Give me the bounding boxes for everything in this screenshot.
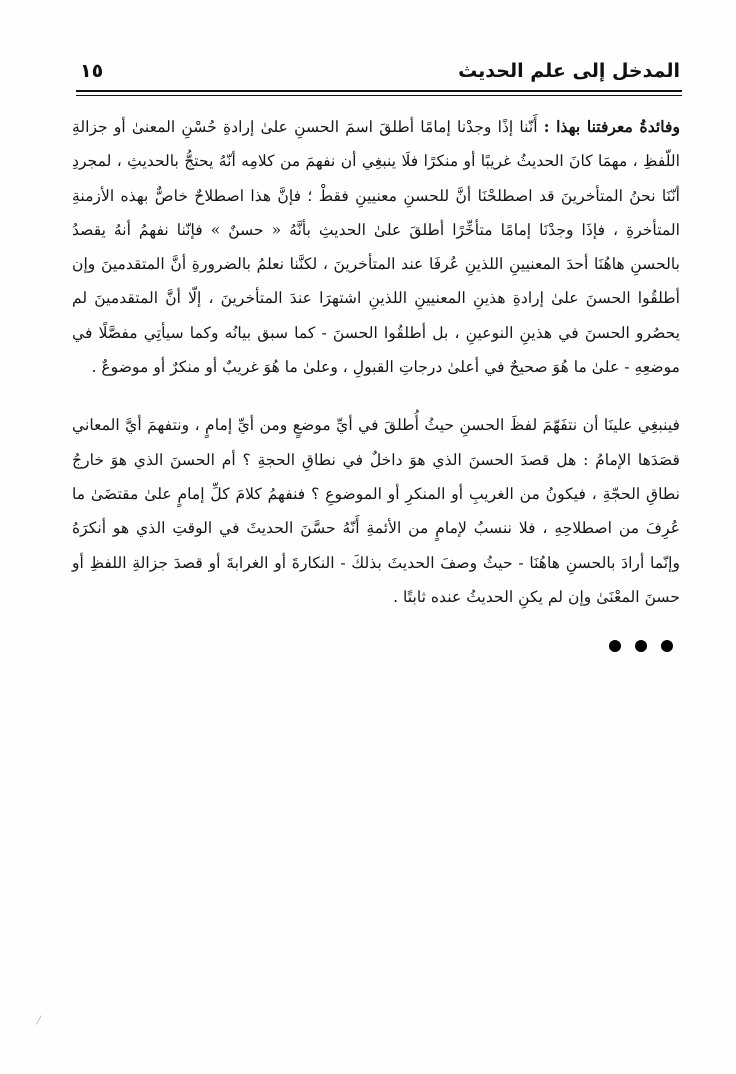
page-number: ١٥: [80, 60, 104, 82]
ornament-dot: [635, 640, 647, 652]
paragraph-2: [72, 408, 680, 614]
running-title: المدخل إلى علم الحديث: [458, 60, 680, 82]
paragraph-1-text: أَنّنا إذًا وجدْنا إمامًا أطلقَ اسمَ الحسنِ علىٰ إرادةِ حُسْنِ المعنىٰ أو جزالةِ اللّفظِ ، مهمَا كانَ الحديثُ غريبًا أو منكرًا فلَا ينبغِي أن نفهمَ من كلامِه أنّهُ يحتجُّ بالحديثِ ، لمجردِ أنّنَا نحنُ المتأخرينَ قد اصطلحْنَا أنَّ للحسنِ معنيينِ فقطْ ؛ فإنَّ هذا اصطلاحٌ خاصٌّ بهذه الأزمنةِ المتأخرةِ ، فإذَا وجدْنَا إمامًا متأخِّرًا أطلقَ علىٰ الحديثِ بأنَّهُ « حسنٌ » فإنّنا نفهمُ أنهُ يقصدُ بالحسنِ هاهُنَا أحدَ المعنيينِ اللذينِ عُرفَا عند المتأخرينَ ، لكنَّنا نعلمُ بالضرورةِ أنَّ المتقدمينَ وإن أطلقُوا الحسنَ علىٰ إرادةِ هذينِ المعنيينِ اللذينِ اشتهرَا عندَ المتأخرينَ ، إلّا أنَّ المتقدمينَ لم يحصُرو الحسنَ في هذينِ النوعينِ ، بل أطلقُوا الحسنَ - كما سبق بيانُه وكما سيأتِي مفصَّلًا في موضعِهِ - علىٰ ما هُوَ صحيحٌ في أعلىٰ درجاتِ القبولِ ، وعلىٰ ما هُوَ غريبٌ أو منكرٌ أو موضوعٌ .: [72, 118, 680, 377]
ornament-dot: [609, 640, 621, 652]
header-rule-thin: [76, 95, 682, 96]
header-rule-thick: [76, 90, 682, 92]
paragraph-1-lead: وفائدةُ معرفتنا بهذا :: [543, 117, 680, 136]
scan-speck: [36, 1015, 45, 1026]
page-header: [80, 58, 680, 90]
page-body: [72, 110, 680, 658]
paragraph-2-text: فينبغِي علينَا أن نتفَهّمَ لفظَ الحسنِ حيثُ أُطلقَ في أيِّ موضعٍ ومن أيِّ إمامٍ ، ونتفهمَ أيَّ المعاني قصَدَها الإمامُ : هل قصدَ الحسنَ الذي هوَ داخلٌ في نطاقِ الحجةِ ؟ أم الحسنَ الذي هوَ خارجُ نطاقِ الحجّةِ ، فيكونُ من الغريبِ أو المنكرِ أو الموضوعِ ؟ فنفهمُ كلامَ كلِّ إمامٍ علىٰ مقتضَىٰ ما عُرِفَ من اصطلاحِهِ ، فلا ننسبُ لإمامٍ من الأئمةِ أَنّهُ حسَّنَ الحديثَ في الوقتِ الذي هو أنكرَهُ وإنّما أرادَ بالحسنِ هاهُنَا - حيثُ وصفَ الحديثَ بذلكَ - النكارةَ أو الغرابةَ أو قصدَ جزالةِ اللفظِ أو حسنَ المعْنَىٰ وإن لم يكنِ الحديثُ عنده ثابتًا .: [72, 416, 680, 606]
section-end-ornament: [72, 636, 680, 658]
paragraph-1: [72, 110, 680, 384]
ornament-dot: [661, 640, 673, 652]
